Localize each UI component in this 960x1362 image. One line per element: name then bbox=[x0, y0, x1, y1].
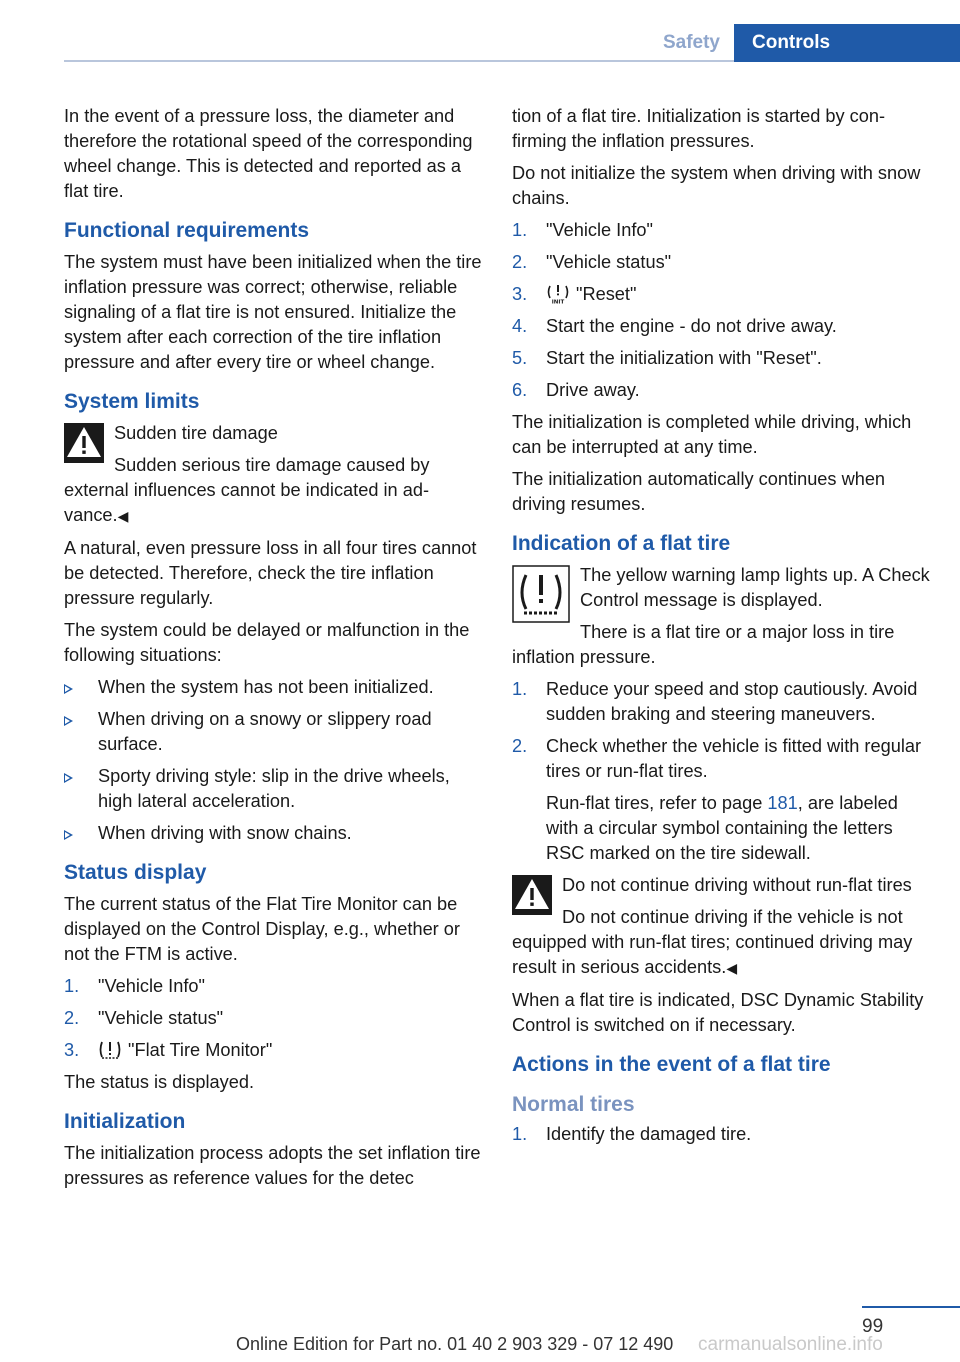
list-item: When driving with snow chains. bbox=[64, 821, 484, 846]
normal-tires-heading: Normal tires bbox=[512, 1093, 635, 1116]
delayed-text: The system could be delayed or malfunction in the following situations: bbox=[64, 620, 470, 665]
page-number: 99 bbox=[862, 1316, 884, 1337]
functional-requirements-text: The system must have been initialized when the tire inflation pressure was correct; otherwise, reliable signaling of a flat tire is not ensured. Initialize the system after each correction of the tire inflation pressure and after every tire or wheel change. bbox=[64, 252, 482, 372]
status-after-text: The status is displayed. bbox=[64, 1072, 255, 1092]
warning-text: Do not continue driving if the vehicle is not equipped with run-flat tires; continued driving may result in serious accidents.◀ bbox=[512, 907, 913, 977]
list-item: 2. "Vehicle status" bbox=[64, 1008, 224, 1028]
page-reference-link[interactable]: 181 bbox=[767, 793, 798, 813]
dsc-text: When a flat tire is indicated, DSC Dynamic Stability Control is switched on if necessary. bbox=[512, 990, 924, 1035]
status-steps bbox=[64, 974, 484, 1063]
snow-chains-text: Do not initialize the system when driving with snow chains. bbox=[512, 163, 921, 208]
flat-tire-monitor-icon bbox=[98, 1040, 122, 1060]
list-item: 4. Start the engine - do not drive away. bbox=[512, 316, 837, 336]
bullet-triangle-icon bbox=[64, 830, 73, 840]
status-display-heading: Status display bbox=[64, 861, 207, 884]
bullet-triangle-icon bbox=[64, 773, 73, 783]
list-item: 3. INIT "Reset" bbox=[512, 284, 637, 304]
list-item: 1. "Vehicle Info" bbox=[64, 976, 205, 996]
lamp-text-2: There is a flat tire or a major loss in tire inflation pressure. bbox=[512, 622, 895, 667]
initialization-text: The initialization process adopts the set inflation tire pressures as reference values for the detec bbox=[64, 1143, 481, 1188]
footer-edition: Online Edition for Part no. 01 40 2 903 329 - 07 12 490 bbox=[236, 1334, 674, 1354]
list-item: 2. Check whether the vehicle is fitted with regular tires or run-flat tires. Run-flat tires, refer to page 181, are labeled with a circular symbol containing the letters RSC marked on the tire sidewall. bbox=[512, 734, 932, 866]
system-limits-heading: System limits bbox=[64, 390, 200, 413]
flat-tire-indication-heading: Indication of a flat tire bbox=[512, 532, 731, 555]
list-item: Sporty driving style: slip in the drive wheels, high lateral acceleration. bbox=[64, 764, 484, 814]
status-display-text: The current status of the Flat Tire Monitor can be displayed on the Control Display, e.g., whether or not the FTM is active. bbox=[64, 894, 460, 964]
page-header bbox=[0, 24, 960, 62]
page-number-rule bbox=[862, 1306, 960, 1308]
list-item: 1. "Vehicle Info" bbox=[512, 220, 653, 240]
tire-init-icon bbox=[546, 284, 570, 304]
bullet-triangle-icon bbox=[64, 684, 73, 694]
continues-text: The initialization automatically continues when driving resumes. bbox=[512, 469, 886, 514]
completed-text: The initialization is completed while driving, which can be interrupted at any time. bbox=[512, 412, 912, 457]
situations-list bbox=[64, 675, 484, 846]
bullet-triangle-icon bbox=[64, 716, 73, 726]
list-item: 6. Drive away. bbox=[512, 380, 640, 400]
warning-title: Do not continue driving without run-flat tires bbox=[562, 875, 912, 895]
warning-triangle-icon bbox=[64, 423, 104, 463]
warning-text: Sudden serious tire damage caused by external influences cannot be indicated in advance.◀ bbox=[64, 455, 430, 525]
list-item: 3. "Flat Tire Monitor" bbox=[64, 1040, 273, 1060]
natural-loss-text: A natural, even pressure loss in all four tires cannot be detected. Therefore, check the tire inflation pressure regularly. bbox=[64, 538, 477, 608]
actions-heading: Actions in the event of a flat tire bbox=[512, 1053, 831, 1076]
list-item: 5. Start the initialization with "Reset". bbox=[512, 348, 822, 368]
warning-triangle-icon bbox=[512, 875, 552, 915]
warning-sudden-damage bbox=[64, 421, 484, 529]
list-item: When driving on a snowy or slippery road surface. bbox=[64, 707, 484, 757]
functional-requirements-heading: Functional requirements bbox=[64, 219, 310, 242]
run-flat-note: Run-flat tires, refer to page 181, are labeled with a circular symbol containing the letters RSC marked on the tire sidewall. bbox=[546, 793, 898, 863]
watermark: carmanualsonline.info bbox=[698, 1334, 883, 1355]
warning-title: Sudden tire damage bbox=[114, 423, 278, 443]
flat-tire-warning-lamp-icon bbox=[512, 565, 570, 623]
initialization-continued: tion of a flat tire. Initialization is started by confirming the inflation pressures. bbox=[512, 106, 886, 151]
right-column bbox=[512, 104, 932, 1154]
svg-text:INIT: INIT bbox=[551, 299, 565, 304]
warning-run-flat bbox=[512, 873, 932, 981]
initialization-heading: Initialization bbox=[64, 1110, 186, 1133]
intro-paragraph: In the event of a pressure loss, the diameter and therefore the rotational speed of the corresponding wheel change. This is detected and reported as a flat tire. bbox=[64, 106, 473, 201]
warning-lamp-block bbox=[512, 563, 932, 670]
normal-tires-steps bbox=[512, 1122, 932, 1147]
end-mark: ◀ bbox=[117, 508, 129, 524]
flat-tire-steps bbox=[512, 677, 932, 866]
end-mark: ◀ bbox=[726, 960, 738, 976]
list-item: 2. "Vehicle status" bbox=[512, 252, 672, 272]
list-item: When the system has not been initialized. bbox=[64, 675, 484, 700]
header-section: Safety bbox=[662, 32, 720, 53]
left-column bbox=[64, 104, 484, 1198]
list-item: 1. Reduce your speed and stop cautiously. Avoid sudden braking and steering maneuvers. bbox=[512, 679, 918, 724]
lamp-text: The yellow warning lamp lights up. A Check Control message is displayed. bbox=[580, 565, 930, 610]
list-item: 1. Identify the damaged tire. bbox=[512, 1124, 752, 1144]
header-chapter: Controls bbox=[734, 24, 960, 62]
initialization-steps bbox=[512, 218, 932, 403]
